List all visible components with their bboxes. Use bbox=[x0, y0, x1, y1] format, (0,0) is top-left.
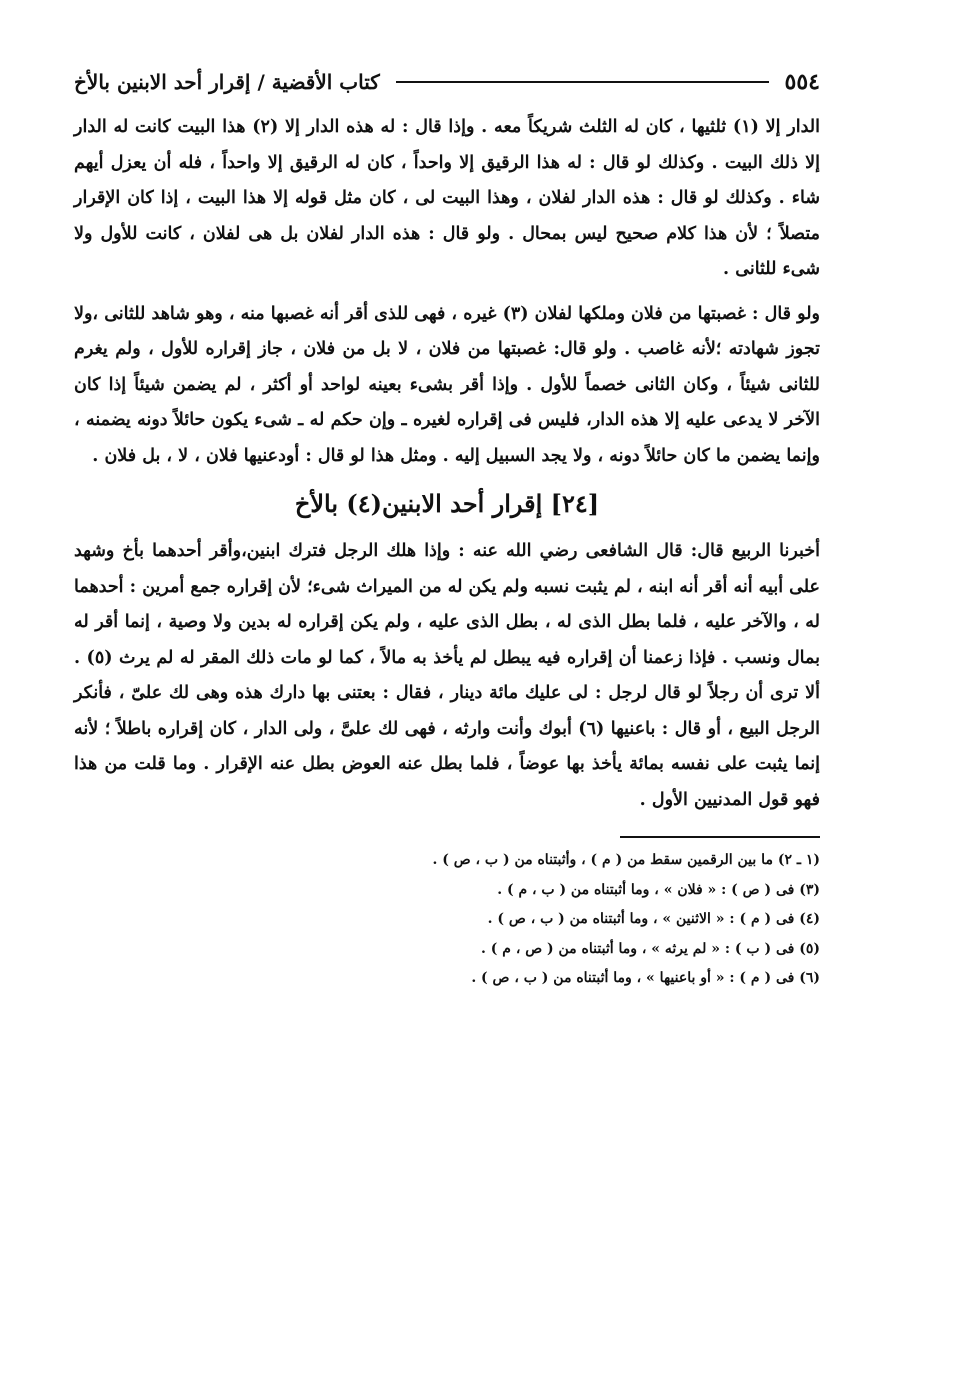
footnote-rule bbox=[620, 836, 820, 838]
page-header bbox=[74, 60, 820, 104]
footnote: (٤) فى ( م ) : « الاثنين » ، وما أثبتناه من ( ب ، ص ) . bbox=[487, 911, 820, 927]
footnote: (٥) فى ( ب ) : « لم يرثه » ، وما أثبتناه من ( ص ، م ) . bbox=[481, 940, 820, 957]
footnote: (٣) فى ( ص ) : « فلان » ، وما أثبتناه من ( ب ، م ) . bbox=[497, 881, 820, 898]
footnote: (٦) فى ( م ) : « أو باعنيها » ، وما أثبتناه من ( ب ، ص ) . bbox=[471, 970, 820, 986]
running-title: كتاب الأقضية / إقرار أحد الابنين بالأخ bbox=[74, 70, 380, 94]
paragraph: الدار إلا (١) ثلثيها ، كان له الثلث شريكاً معه . وإذا قال : له هذه الدار إلا (٢) هذا البيت كانت له الدار إلا ذلك البيت . وكذلك لو قال : له هذا الرقيق إلا واحداً ، كان له الرقيق إلا واحداً ، فله أن يعزل أيهم شاء . وكذلك لو قال : هذه الدار لفلان ، وهذا البيت لى ، كان مثل قوله إلا هذا البيت ، إذا كان الإقرار متصلاً ؛ لأن هذا كلام صحيح ليس بمحال . ولو قال : هذه الدار لفلان بل هى لفلان ، كانت للأول ولا شىء للثانى . bbox=[74, 117, 820, 279]
footnotes bbox=[74, 846, 820, 994]
paragraph: ولو قال : غصبتها من فلان وملكها لفلان (٣) غيره ، فهى للذى أقر أنه غصبها منه ، وهو شاهد للثانى ،ولا تجوز شهادته ؛لأنه غاصب . ولو قال: غصبتها من فلان ، لا بل من فلان ، جاز إقراره للأول ، ولم يغرم للثانى شيئاً ، وكان الثانى خصماً للأول . وإذا أقر بشىء بعينه لواحد أو أكثر ، لم يضمن شيئاً إذا كان الآخر لا يدعى عليه إلا هذه الدار، فليس فى إقراره لغيره ـ وإن حكم له ـ شىء يكون حائلاً دونه يضمنه ، وإنما يضمن ما كان حائلاً دونه ، ولا يجد السبيل إليه . ومثل هذا لو قال : أودعنيها فلان ، لا ، بل فلان . bbox=[74, 303, 820, 466]
footnote: (١ ـ ٢) ما بين الرقمين سقط من ( م ) ، وأثبتناه من ( ب ، ص ) . bbox=[432, 852, 820, 868]
page-body bbox=[74, 110, 820, 994]
page-number: ٥٥٤ bbox=[784, 69, 820, 95]
section-paragraph: أخبرنا الربيع قال: قال الشافعى رضي الله عنه : وإذا هلك الرجل فترك ابنين،وأقر أحدهما بأخ وشهد على أبيه أنه أقر أنه ابنه ، لم يثبت نسبه ولم يكن له من الميراث شىء؛ لأن إقراره جمع أمرين : أحدهما له ، والآخر عليه ، فلما بطل الذى له ، بطل الذى عليه ، ولم يكن إقراره له بدين ولا وصية ، إنما أقر له بمال ونسب . فإذا زعمنا أن إقراره فيه يبطل لم يأخذ به مالاً ، كما لو مات ذلك المقر له لم يرث (٥) . ألا ترى أن رجلاً لو قال لرجل : لى عليك مائة دينار ، فقال : بعتنى بها دارك هذه وهى لك علىّ ، فأنكر الرجل البيع ، أو قال : باعنيها (٦) أبوك وأنت وارثه ، فهى لك علىَّ ، ولى الدار ، كان إقراره باطلاً ؛ لأنه إنما يثبت على نفسه بمائة يأخذ بها عوضاً ، فلما بطل عنه العوض بطل عنه الإقرار . وما قلت من هذا فهو قول المدنيين الأول . bbox=[74, 541, 820, 810]
header-rule bbox=[396, 81, 769, 83]
section-title: [٢٤] إقرار أحد الابنين(٤) بالأخ bbox=[294, 489, 600, 518]
